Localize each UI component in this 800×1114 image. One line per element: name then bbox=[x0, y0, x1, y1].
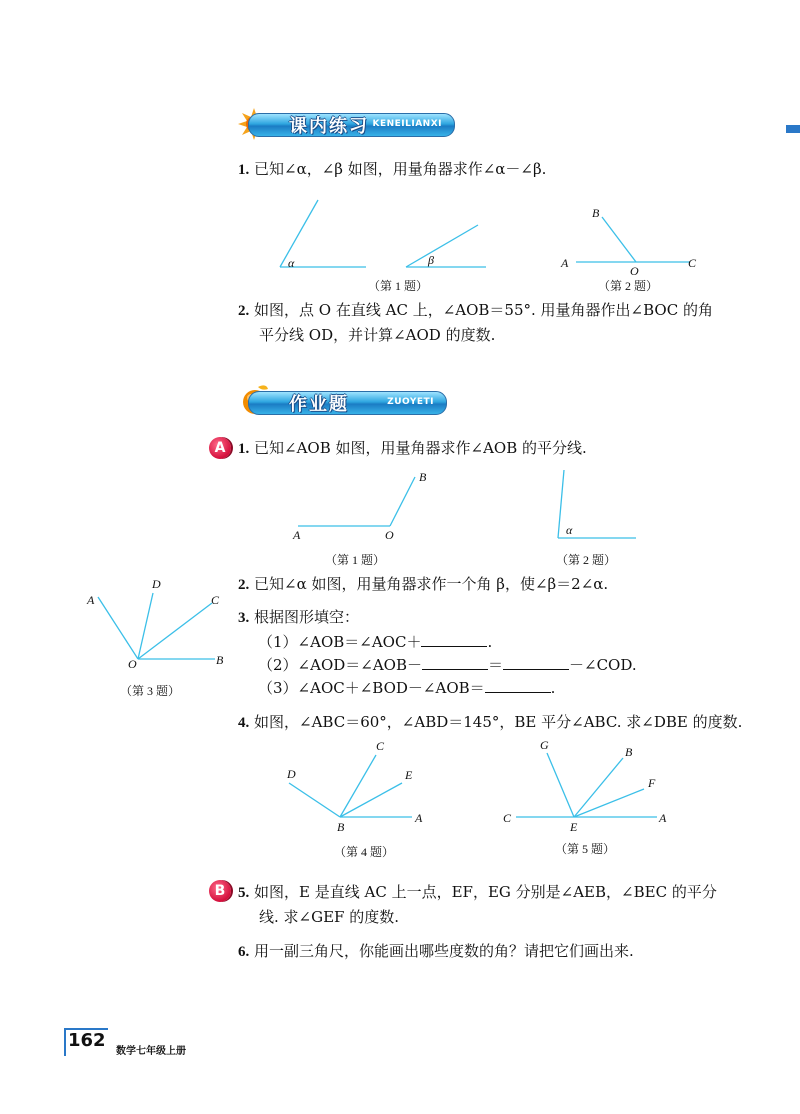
label-alpha: α bbox=[288, 256, 295, 270]
level-a-badge: A bbox=[209, 437, 231, 459]
page-number: 162 bbox=[68, 1030, 106, 1051]
fill-text: . bbox=[550, 679, 556, 697]
label-c: C bbox=[376, 739, 385, 753]
homework-q4 bbox=[238, 711, 742, 734]
practice-q2 bbox=[238, 299, 713, 322]
ray-ef bbox=[574, 789, 644, 817]
question-number: 2. bbox=[238, 577, 250, 593]
label-g: G bbox=[540, 738, 549, 752]
homework-q3 bbox=[238, 606, 359, 629]
label-b: B bbox=[592, 206, 600, 220]
practice-q2-cont bbox=[259, 324, 495, 346]
question-text: 如图，E 是直线 AC 上一点，EF，EG 分别是∠AEB，∠BEC 的平分 bbox=[254, 883, 717, 901]
question-number: 2. bbox=[238, 303, 250, 319]
question-text: 线. 求∠GEF 的度数. bbox=[259, 908, 399, 926]
label-a: A bbox=[561, 256, 569, 270]
question-text: 用一副三角尺，你能画出哪些度数的角？请把它们画出来. bbox=[254, 942, 634, 960]
question-text: 根据图形填空： bbox=[254, 608, 360, 626]
fill-text: . bbox=[487, 633, 493, 651]
question-number: 6. bbox=[238, 944, 250, 960]
question-number: 3. bbox=[238, 610, 250, 626]
ray-eg bbox=[547, 753, 574, 817]
level-b-badge: B bbox=[209, 880, 231, 902]
practice-figures bbox=[260, 195, 720, 290]
homework-q5-cont bbox=[259, 906, 399, 928]
homework-banner bbox=[248, 391, 447, 415]
label-f: F bbox=[648, 776, 656, 790]
q3-part-2 bbox=[258, 654, 637, 676]
label-b: B bbox=[625, 745, 633, 759]
figure-3 bbox=[90, 585, 230, 675]
label-d: D bbox=[287, 767, 296, 781]
question-number: 5. bbox=[238, 885, 250, 901]
label-b: B bbox=[337, 820, 345, 834]
practice-banner bbox=[248, 113, 455, 137]
question-text: 已知∠AOB 如图，用量角器求作∠AOB 的平分线. bbox=[254, 439, 587, 457]
label-beta: β bbox=[428, 253, 434, 267]
label-o: O bbox=[385, 528, 394, 542]
question-text: 如图，∠ABC＝60°，∠ABD＝145°，BE 平分∠ABC. 求∠DBE 的度数. bbox=[254, 713, 743, 731]
homework-q2 bbox=[238, 573, 608, 596]
practice-banner-pinyin: KENEILIANXI bbox=[372, 119, 442, 129]
q3-part-1 bbox=[258, 631, 492, 653]
label-o: O bbox=[128, 657, 137, 671]
q3-part-3 bbox=[258, 677, 555, 699]
ray-bd bbox=[289, 783, 340, 817]
answer-blank[interactable] bbox=[421, 632, 487, 647]
figure-caption: （第 1 题） bbox=[325, 553, 386, 567]
fill-text: （3）∠AOC＋∠BOD－∠AOB＝ bbox=[258, 679, 485, 697]
alpha-ray-1 bbox=[280, 200, 318, 267]
ray-ob bbox=[390, 477, 415, 526]
label-c: C bbox=[503, 811, 512, 825]
question-text: 平分线 OD，并计算∠AOD 的度数. bbox=[259, 326, 496, 344]
alpha-ray-1 bbox=[558, 470, 564, 538]
label-c: C bbox=[211, 593, 220, 607]
homework-q5 bbox=[238, 881, 717, 904]
question-text: 如图，点 O 在直线 AC 上，∠AOB＝55°. 用量角器作出∠BOC 的角 bbox=[254, 301, 713, 319]
fill-text: （1）∠AOB＝∠AOC＋ bbox=[258, 633, 422, 651]
label-a: A bbox=[293, 528, 301, 542]
homework-figures-1-2 bbox=[290, 470, 650, 545]
question-number: 1. bbox=[238, 441, 250, 457]
ray-eb bbox=[574, 758, 623, 817]
figure-caption: （第 3 题） bbox=[120, 684, 181, 698]
book-title: 数学七年级上册 bbox=[116, 1046, 186, 1057]
figure-caption: （第 5 题） bbox=[555, 842, 616, 856]
label-a: A bbox=[87, 593, 95, 607]
figures-4-5 bbox=[280, 745, 680, 830]
answer-blank[interactable] bbox=[422, 655, 488, 670]
figure-caption: （第 1 题） bbox=[368, 279, 429, 293]
homework-banner-pinyin: ZUOYETI bbox=[387, 397, 434, 407]
label-e: E bbox=[570, 820, 578, 834]
ray-ob bbox=[602, 217, 636, 262]
question-text: 已知∠α 如图，用量角器求作一个角 β，使∠β＝2∠α. bbox=[254, 575, 609, 593]
question-number: 1. bbox=[238, 162, 250, 178]
homework-banner-title: 作业题 bbox=[289, 394, 349, 415]
practice-q1 bbox=[238, 158, 546, 181]
question-number: 4. bbox=[238, 715, 250, 731]
label-c: C bbox=[688, 256, 697, 270]
homework-q6 bbox=[238, 940, 634, 963]
ray-oa bbox=[98, 597, 138, 659]
label-d: D bbox=[152, 577, 161, 591]
question-text: 已知∠α，∠β 如图，用量角器求作∠α－∠β. bbox=[254, 160, 547, 178]
beta-ray-1 bbox=[406, 225, 478, 267]
fill-text: －∠COD. bbox=[569, 656, 637, 674]
label-alpha: α bbox=[566, 523, 573, 537]
figure-caption: （第 4 题） bbox=[334, 845, 395, 859]
edge-tab bbox=[786, 125, 800, 133]
answer-blank[interactable] bbox=[485, 678, 551, 693]
answer-blank[interactable] bbox=[503, 655, 569, 670]
figure-caption: （第 2 题） bbox=[556, 553, 617, 567]
label-e: E bbox=[405, 768, 413, 782]
figure-caption: （第 2 题） bbox=[598, 279, 659, 293]
label-a: A bbox=[659, 811, 667, 825]
fill-text: ＝ bbox=[488, 656, 504, 674]
label-o: O bbox=[630, 264, 639, 278]
label-b: B bbox=[419, 470, 427, 484]
fill-text: （2）∠AOD＝∠AOB－ bbox=[258, 656, 422, 674]
homework-q1 bbox=[238, 437, 587, 460]
label-a: A bbox=[415, 811, 423, 825]
practice-banner-title: 课内练习 bbox=[289, 116, 369, 137]
label-b: B bbox=[216, 653, 224, 667]
